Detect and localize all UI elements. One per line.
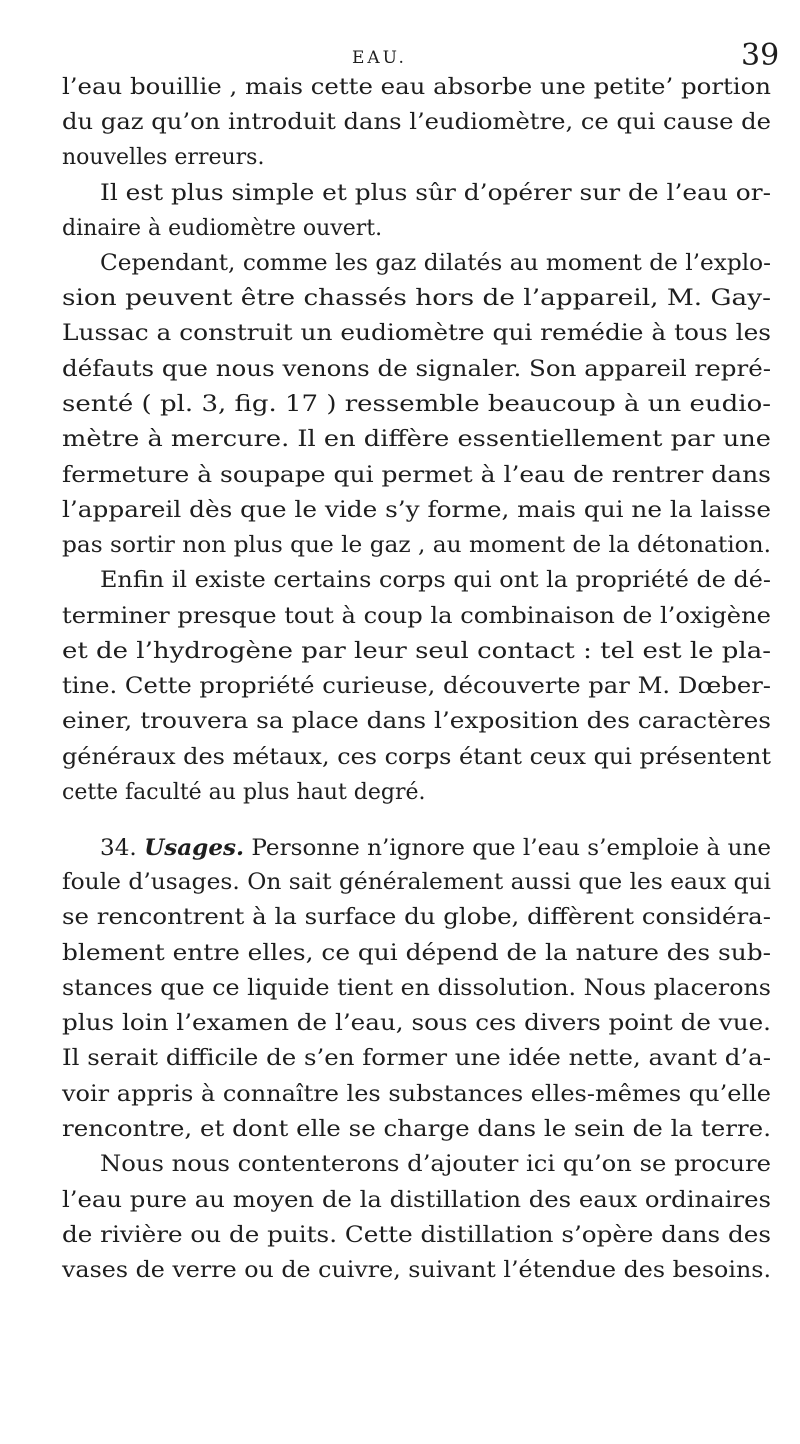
section-first-line: Personne n’ignore que l’eau s’emploie à une bbox=[251, 836, 771, 861]
text-line: blement entre elles, ce qui dépend de la nature des sub- bbox=[62, 941, 771, 966]
text-line: tine. Cette propriété curieuse, découverte par M. Dœber- bbox=[62, 674, 771, 699]
text-line: Nous nous contenterons d’ajouter ici qu’on se procure bbox=[100, 1152, 771, 1177]
text-line: nouvelles erreurs. bbox=[62, 145, 265, 170]
text-line: cette faculté au plus haut degré. bbox=[62, 780, 426, 805]
text-line: dinaire à eudiomètre ouvert. bbox=[62, 216, 383, 241]
text-line: sion peuvent être chassés hors de l’appareil, M. Gay- bbox=[62, 286, 771, 311]
text-line: foule d’usages. On sait généralement aussi que les eaux qui bbox=[62, 870, 771, 895]
text-line: Il est plus simple et plus sûr d’opérer sur de l’eau or- bbox=[100, 181, 771, 206]
text-line: senté ( pl. 3, fig. 17 ) ressemble beaucoup à un eudio- bbox=[62, 392, 771, 417]
section-title: Usages. bbox=[144, 835, 245, 861]
text-line: défauts que nous venons de signaler. Son appareil repré- bbox=[62, 357, 771, 382]
text-line: voir appris à connaître les substances elles-mêmes qu’elle bbox=[62, 1082, 771, 1107]
text-line: vases de verre ou de cuivre, suivant l’étendue des besoins. bbox=[62, 1258, 771, 1283]
text-line: se rencontrent à la surface du globe, diffèrent considéra- bbox=[62, 905, 771, 930]
text-line: pas sortir non plus que le gaz , au moment de la détonation. bbox=[62, 533, 771, 558]
text-line: et de l’hydrogène par leur seul contact : tel est le pla- bbox=[62, 639, 771, 664]
text-line: Enfin il existe certains corps qui ont la propriété de dé- bbox=[100, 568, 771, 593]
text-line: plus loin l’examen de l’eau, sous ces divers point de vue. bbox=[62, 1011, 771, 1036]
text-line: Cependant, comme les gaz dilatés au moment de l’explo- bbox=[100, 251, 771, 276]
text-line: l’appareil dès que le vide s’y forme, mais qui ne la laisse bbox=[62, 498, 771, 523]
text-line: stances que ce liquide tient en dissolution. Nous placerons bbox=[62, 976, 772, 1001]
running-head: EAU. bbox=[352, 48, 407, 68]
text-line: Il serait difficile de s’en former une idée nette, avant d’a- bbox=[62, 1046, 771, 1071]
text-line: du gaz qu’on introduit dans l’eudiomètre, ce qui cause de bbox=[62, 110, 771, 135]
section-heading-line bbox=[100, 831, 771, 865]
page-number: 39 bbox=[741, 38, 780, 73]
text-line: Lussac a construit un eudiomètre qui remédie à tous les bbox=[62, 321, 771, 346]
text-line: rencontre, et dont elle se charge dans le sein de la terre. bbox=[62, 1117, 771, 1142]
section-number: 34. bbox=[100, 836, 137, 861]
text-line: fermeture à soupape qui permet à l’eau de rentrer dans bbox=[62, 463, 771, 488]
text-line: de rivière ou de puits. Cette distillation s’opère dans des bbox=[62, 1223, 771, 1248]
text-line: einer, trouvera sa place dans l’exposition des caractères bbox=[62, 709, 771, 734]
text-line: terminer presque tout à coup la combinaison de l’oxigène bbox=[62, 604, 771, 629]
text-line: l’eau pure au moyen de la distillation des eaux ordinaires bbox=[62, 1188, 771, 1213]
text-line: mètre à mercure. Il en diffère essentiellement par une bbox=[62, 427, 771, 452]
text-line: généraux des métaux, ces corps étant ceux qui présentent bbox=[62, 745, 771, 770]
text-line: l’eau bouillie , mais cette eau absorbe une petite’ portion bbox=[62, 75, 771, 100]
